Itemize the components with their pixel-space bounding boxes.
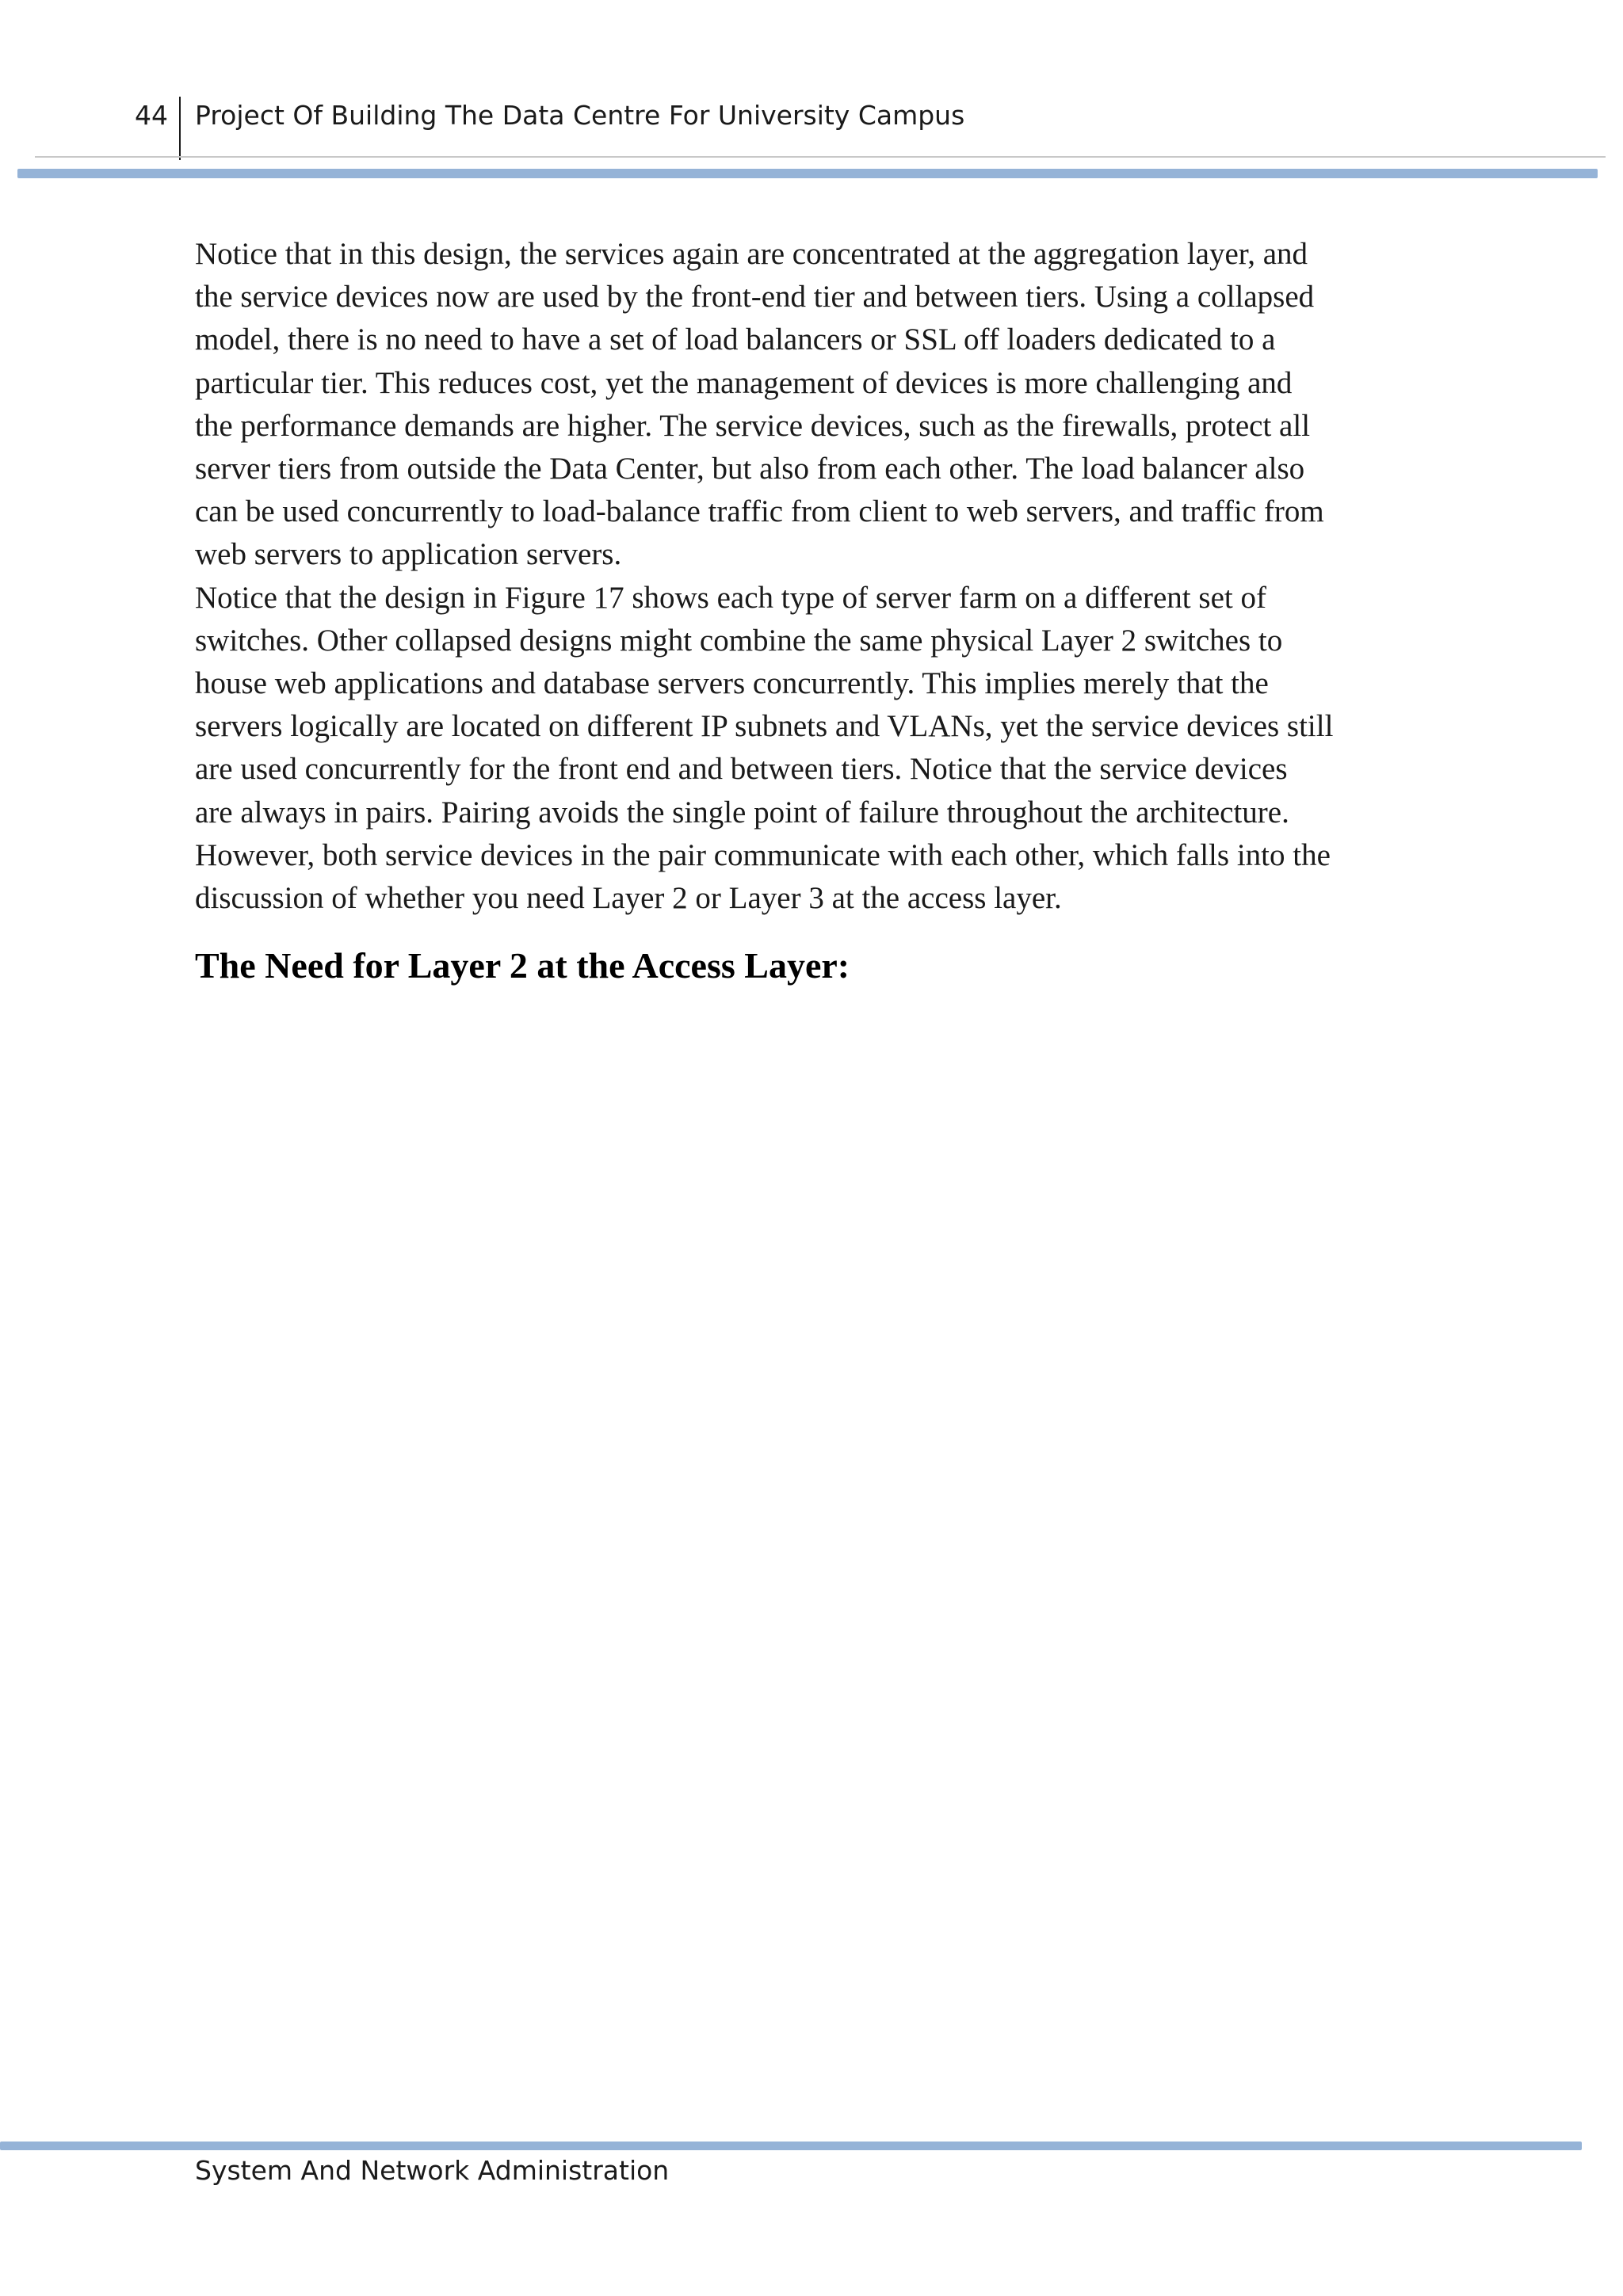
text-line: However, both service devices in the pair communicate with each other, which falls into the [195, 837, 1331, 872]
text-line: Notice that the design in Figure 17 shows each type of server farm on a different set of [195, 580, 1266, 615]
text-line: the performance demands are higher. The service devices, such as the firewalls, protect all [195, 408, 1311, 443]
text-line: particular tier. This reduces cost, yet the management of devices is more challenging and [195, 365, 1293, 400]
text-line: switches. Other collapsed designs might combine the same physical Layer 2 switches to [195, 623, 1283, 658]
paragraph-2 [195, 577, 1400, 921]
header-divider [179, 97, 181, 160]
paragraph-1 [195, 233, 1400, 577]
page-number: 44 [135, 100, 168, 131]
section-heading: The Need for Layer 2 at the Access Layer: [195, 945, 850, 986]
text-line: house web applications and database servers concurrently. This implies merely that the [195, 666, 1269, 701]
text-line: model, there is no need to have a set of load balancers or SSL off loaders dedicated to a [195, 322, 1276, 357]
page-header [0, 0, 1623, 190]
text-line: are always in pairs. Pairing avoids the single point of failure throughout the architecture. [195, 795, 1289, 830]
text-line: server tiers from outside the Data Center, but also from each other. The load balancer also [195, 452, 1305, 486]
page-content [195, 233, 1400, 990]
text-line: discussion of whether you need Layer 2 or Layer 3 at the access layer. [195, 881, 1062, 916]
text-line: are used concurrently for the front end and between tiers. Notice that the service devices [195, 752, 1288, 787]
text-line: the service devices now are used by the front-end tier and between tiers. Using a collapsed [195, 280, 1315, 315]
footer-accent-rule [0, 2142, 1582, 2150]
header-accent-rule [17, 169, 1598, 178]
text-line: servers logically are located on different IP subnets and VLANs, yet the service devices still [195, 709, 1334, 744]
footer-text: System And Network Administration [195, 2155, 670, 2186]
text-line: can be used concurrently to load-balance traffic from client to web servers, and traffic from [195, 494, 1324, 529]
text-line: web servers to application servers. [195, 537, 622, 572]
text-line: Notice that in this design, the services again are concentrated at the aggregation layer, and [195, 237, 1308, 271]
header-thin-rule [35, 156, 1606, 158]
header-title: Project Of Building The Data Centre For University Campus [195, 100, 965, 131]
